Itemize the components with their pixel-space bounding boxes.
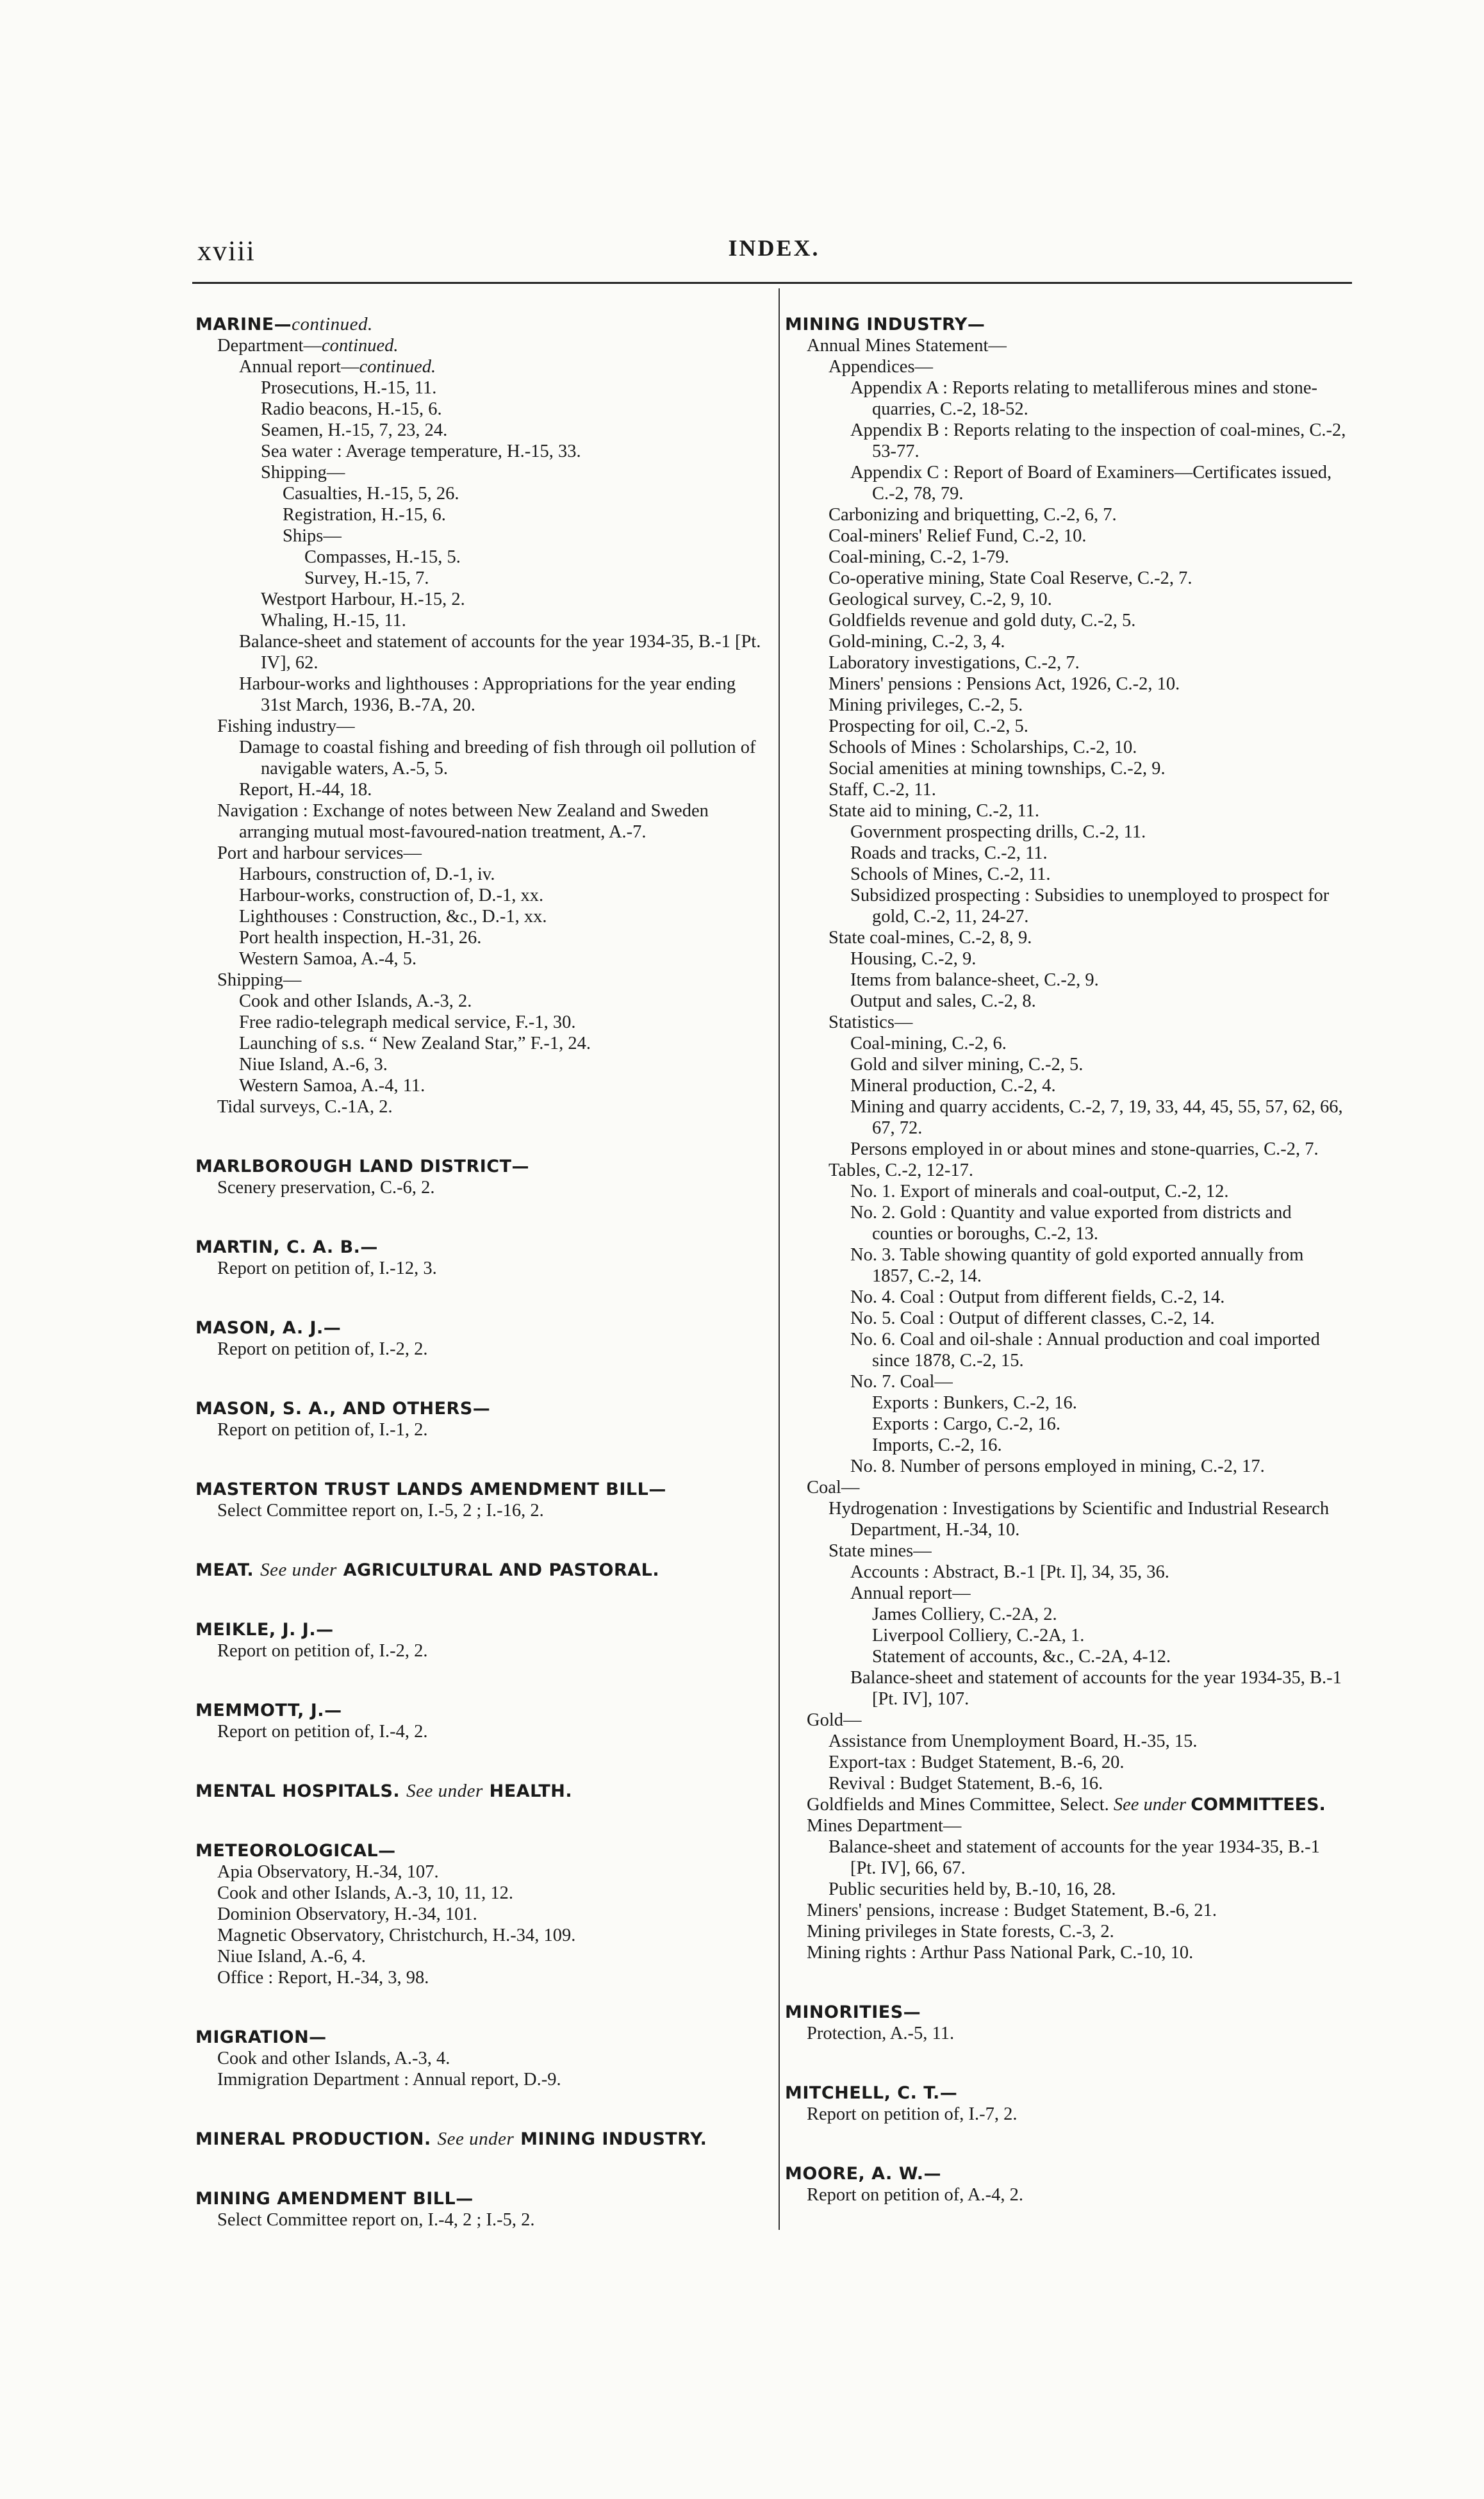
entry-text: Western Samoa, A.-4, 5. xyxy=(239,949,417,969)
entry-text: Report on petition of, I.-4, 2. xyxy=(217,1722,428,1742)
entry-text: No. 7. Coal— xyxy=(850,1372,953,1392)
entry-text: Port health inspection, H.-31, 26. xyxy=(239,928,482,948)
index-entry xyxy=(195,631,769,673)
index-heading xyxy=(195,2188,769,2209)
entry-text: Laboratory investigations, C.-2, 7. xyxy=(829,653,1080,673)
index-entry xyxy=(785,1879,1349,1900)
entry-text: Goldfields and Mines Committee, Select. xyxy=(807,1795,1109,1815)
index-entry xyxy=(195,800,769,843)
index-entry xyxy=(785,1202,1349,1244)
entry-text: Coal— xyxy=(807,1478,860,1497)
index-entry xyxy=(195,1033,769,1054)
entry-text: Exports : Bunkers, C.-2, 16. xyxy=(872,1393,1077,1413)
index-entry xyxy=(785,1414,1349,1435)
index-heading xyxy=(195,1156,769,1177)
heading-text: MARINE— xyxy=(195,315,292,334)
index-entry xyxy=(785,673,1349,695)
index-entry xyxy=(785,885,1349,927)
entry-text: No. 4. Coal : Output from different fields, C.-2, 14. xyxy=(850,1287,1225,1307)
index-heading xyxy=(195,1619,769,1640)
entry-text: Damage to coastal fishing and breeding of fish through oil pollution of navigable waters, A.-5, 5. xyxy=(239,738,756,779)
entry-text: Magnetic Observatory, Christchurch, H.-34, 109. xyxy=(217,1926,576,1945)
page-number: xviii xyxy=(197,235,256,267)
entry-text: Revival : Budget Statement, B.-6, 16. xyxy=(829,1774,1103,1794)
entry-text: Liverpool Colliery, C.-2A, 1. xyxy=(872,1626,1085,1645)
index-entry xyxy=(785,1583,1349,1604)
index-entry xyxy=(785,1773,1349,1794)
entry-text: Harbour-works, construction of, D.-1, xx. xyxy=(239,886,544,905)
entry-text: Immigration Department : Annual report, D.-9. xyxy=(217,2070,561,2090)
index-entry xyxy=(785,1033,1349,1054)
index-entry xyxy=(195,1258,769,1279)
index-entry xyxy=(195,969,769,991)
index-heading xyxy=(195,1781,769,1802)
heading-text: METEOROLOGICAL— xyxy=(195,1841,396,1861)
see-under-label: See under xyxy=(406,1781,483,1801)
see-under-target: COMMITTEES. xyxy=(1191,1795,1326,1815)
entry-text: Statement of accounts, &c., C.-2A, 4-12. xyxy=(872,1647,1171,1667)
entry-text: Carbonizing and briquetting, C.-2, 6, 7. xyxy=(829,505,1117,525)
index-entry xyxy=(785,1244,1349,1287)
entry-text: Scenery preservation, C.-6, 2. xyxy=(217,1178,435,1198)
entry-text: Seamen, H.-15, 7, 23, 24. xyxy=(261,420,448,440)
index-heading xyxy=(195,1317,769,1339)
entry-text: Annual Mines Statement— xyxy=(807,336,1007,356)
entry-text: Report on petition of, A.-4, 2. xyxy=(807,2185,1024,2205)
index-entry xyxy=(785,1456,1349,1477)
entry-text: Tidal surveys, C.-1A, 2. xyxy=(217,1097,393,1117)
index-entry xyxy=(785,1477,1349,1498)
entry-text: Office : Report, H.-34, 3, 98. xyxy=(217,1968,429,1988)
entry-text: Government prospecting drills, C.-2, 11. xyxy=(850,822,1146,842)
entry-text: Subsidized prospecting : Subsidies to unemployed to prospect for gold, C.-2, 11, 24-27. xyxy=(850,886,1330,927)
entry-text: Balance-sheet and statement of accounts for the year 1934-35, B.-1 [Pt. IV], 62. xyxy=(239,632,761,673)
index-entry xyxy=(195,1861,769,1883)
entry-text: Port and harbour services— xyxy=(217,843,422,863)
heading-text: MINING AMENDMENT BILL— xyxy=(195,2189,474,2209)
index-entry xyxy=(785,1836,1349,1879)
entry-text: Free radio-telegraph medical service, F.-1, 30. xyxy=(239,1012,576,1032)
index-entry xyxy=(785,969,1349,991)
entry-text: Prospecting for oil, C.-2, 5. xyxy=(829,716,1028,736)
index-entry xyxy=(785,2023,1349,2044)
entry-text: Whaling, H.-15, 11. xyxy=(261,611,406,631)
entry-text: Staff, C.-2, 11. xyxy=(829,780,936,800)
index-entry xyxy=(785,716,1349,737)
entry-text: Public securities held by, B.-10, 16, 28. xyxy=(829,1879,1116,1899)
index-entry xyxy=(785,1181,1349,1202)
entry-text: Items from balance-sheet, C.-2, 9. xyxy=(850,970,1099,990)
index-entry xyxy=(785,356,1349,377)
index-entry xyxy=(785,1096,1349,1139)
heading-text: MINERAL PRODUCTION. xyxy=(195,2129,431,2149)
index-entry xyxy=(785,779,1349,800)
entry-text: Mineral production, C.-2, 4. xyxy=(850,1076,1056,1096)
entry-text: Protection, A.-5, 11. xyxy=(807,2024,955,2043)
entry-text: Niue Island, A.-6, 3. xyxy=(239,1055,388,1075)
entry-text: James Colliery, C.-2A, 2. xyxy=(872,1604,1057,1624)
index-entry xyxy=(195,420,769,441)
entry-text: Mining privileges, C.-2, 5. xyxy=(829,695,1023,715)
index-entry xyxy=(785,695,1349,716)
entry-text: Sea water : Average temperature, H.-15, 33. xyxy=(261,441,581,461)
index-entry xyxy=(785,1435,1349,1456)
heading-text: MEIKLE, J. J.— xyxy=(195,1620,334,1640)
index-entry xyxy=(195,1967,769,1988)
entry-text: Social amenities at mining townships, C.-2, 9. xyxy=(829,759,1166,779)
index-entry xyxy=(195,906,769,927)
entry-text: Fishing industry— xyxy=(217,716,355,736)
entry-text: No. 3. Table showing quantity of gold exported annually from 1857, C.-2, 14. xyxy=(850,1245,1304,1286)
entry-text: Miners' pensions, increase : Budget Statement, B.-6, 21. xyxy=(807,1901,1217,1920)
index-entry xyxy=(195,462,769,483)
heading-text: MITCHELL, C. T.— xyxy=(785,2083,958,2103)
index-heading xyxy=(785,314,1349,335)
index-entry xyxy=(785,1667,1349,1710)
index-entry xyxy=(195,2048,769,2069)
index-heading xyxy=(195,2129,769,2150)
index-entry xyxy=(785,1392,1349,1414)
entry-text: Annual report— xyxy=(239,357,359,377)
index-entry xyxy=(195,377,769,399)
index-entry xyxy=(785,504,1349,525)
entry-text: Prosecutions, H.-15, 11. xyxy=(261,378,437,398)
index-entry xyxy=(195,335,769,356)
heading-text: MENTAL HOSPITALS. xyxy=(195,1781,400,1801)
index-entry xyxy=(785,737,1349,758)
heading-text: MASON, S. A., AND OTHERS— xyxy=(195,1399,491,1419)
entry-text: No. 6. Coal and oil-shale : Annual production and coal imported since 1878, C.-2, 15. xyxy=(850,1330,1320,1371)
index-entry xyxy=(785,1540,1349,1562)
index-entry xyxy=(785,1329,1349,1371)
index-entry xyxy=(785,2184,1349,2206)
index-heading xyxy=(785,2082,1349,2104)
continued-label: continued. xyxy=(322,336,399,356)
heading-text: MOORE, A. W.— xyxy=(785,2164,942,2184)
index-entry xyxy=(785,525,1349,547)
entry-text: Coal-mining, C.-2, 6. xyxy=(850,1034,1007,1053)
entry-text: Miners' pensions : Pensions Act, 1926, C.-2, 10. xyxy=(829,674,1180,694)
index-entry xyxy=(195,1640,769,1662)
entry-text: Coal-miners' Relief Fund, C.-2, 10. xyxy=(829,526,1087,546)
heading-text: MASTERTON TRUST LANDS AMENDMENT BILL— xyxy=(195,1480,666,1499)
index-entry xyxy=(785,652,1349,673)
entry-text: Cook and other Islands, A.-3, 10, 11, 12. xyxy=(217,1883,514,1903)
index-entry xyxy=(785,1012,1349,1033)
index-entry xyxy=(785,589,1349,610)
entry-text: Lighthouses : Construction, &c., D.-1, xx. xyxy=(239,907,547,927)
index-entry xyxy=(785,1160,1349,1181)
index-entry xyxy=(785,1815,1349,1836)
index-entry xyxy=(195,504,769,525)
index-heading xyxy=(195,1479,769,1500)
entry-text: Navigation : Exchange of notes between New Zealand and Sweden arranging mutual most-favoured-nation treatment, A.-7. xyxy=(217,801,709,842)
index-entry xyxy=(195,2209,769,2231)
entry-text: Report on petition of, I.-1, 2. xyxy=(217,1420,428,1440)
index-entry xyxy=(195,1012,769,1033)
entry-text: Report on petition of, I.-7, 2. xyxy=(807,2104,1018,2124)
index-entry xyxy=(195,483,769,504)
index-entry xyxy=(785,758,1349,779)
entry-text: No. 5. Coal : Output of different classes, C.-2, 14. xyxy=(850,1308,1215,1328)
index-entry xyxy=(785,1075,1349,1096)
entry-text: Ships— xyxy=(283,526,342,546)
entry-text: Geological survey, C.-2, 9, 10. xyxy=(829,590,1052,609)
index-entry xyxy=(785,631,1349,652)
entry-text: Westport Harbour, H.-15, 2. xyxy=(261,590,465,609)
heading-text: MEAT. xyxy=(195,1560,254,1580)
index-heading xyxy=(195,1840,769,1861)
entry-text: Statistics— xyxy=(829,1012,913,1032)
entry-text: Appendix B : Reports relating to the inspection of coal-mines, C.-2, 53-77. xyxy=(850,420,1346,461)
index-entry xyxy=(195,1177,769,1198)
entry-text: Annual report— xyxy=(850,1583,971,1603)
index-entry xyxy=(785,927,1349,948)
entry-text: Hydrogenation : Investigations by Scientific and Industrial Research Department, H.-34, 10. xyxy=(829,1499,1330,1540)
index-entry xyxy=(195,1096,769,1118)
heading-text: MARTIN, C. A. B.— xyxy=(195,1237,378,1257)
index-entry xyxy=(195,1925,769,1946)
index-entry xyxy=(195,1946,769,1967)
entry-text: Report, H.-44, 18. xyxy=(239,780,372,800)
entry-text: Radio beacons, H.-15, 6. xyxy=(261,399,442,419)
index-entry xyxy=(785,1900,1349,1921)
index-entry xyxy=(785,1371,1349,1392)
entry-text: Co-operative mining, State Coal Reserve, C.-2, 7. xyxy=(829,568,1192,588)
entry-text: Niue Island, A.-6, 4. xyxy=(217,1947,366,1967)
entry-text: State coal-mines, C.-2, 8, 9. xyxy=(829,928,1032,948)
index-entry xyxy=(785,1625,1349,1646)
index-entry xyxy=(195,547,769,568)
index-entry xyxy=(195,2069,769,2090)
index-entry xyxy=(195,1883,769,1904)
continued-label: continued. xyxy=(292,314,373,334)
entry-text: Report on petition of, I.-2, 2. xyxy=(217,1339,428,1359)
entry-text: Mines Department— xyxy=(807,1816,962,1836)
index-heading xyxy=(195,1237,769,1258)
entry-text: No. 2. Gold : Quantity and value exported from districts and counties or boroughs, C.-2, 13. xyxy=(850,1203,1292,1244)
index-entry xyxy=(195,1075,769,1096)
entry-text: Mining and quarry accidents, C.-2, 7, 19, 33, 44, 45, 55, 57, 62, 66, 67, 72. xyxy=(850,1097,1343,1138)
see-under-label: See under xyxy=(260,1560,337,1580)
index-entry xyxy=(195,441,769,462)
index-heading xyxy=(195,314,769,335)
entry-text: Mining rights : Arthur Pass National Park, C.-10, 10. xyxy=(807,1943,1194,1963)
index-heading xyxy=(785,2002,1349,2023)
index-entry xyxy=(195,779,769,800)
entry-text: No. 8. Number of persons employed in mining, C.-2, 17. xyxy=(850,1456,1265,1476)
index-column-right xyxy=(785,314,1349,2206)
entry-text: Mining privileges in State forests, C.-3, 2. xyxy=(807,1922,1114,1942)
index-entry xyxy=(195,1054,769,1075)
entry-text: Launching of s.s. “ New Zealand Star,” F.-1, 24. xyxy=(239,1034,591,1053)
index-entry xyxy=(785,547,1349,568)
continued-label: continued. xyxy=(359,357,436,377)
see-under-label: See under xyxy=(1113,1795,1187,1815)
entry-text: Registration, H.-15, 6. xyxy=(283,505,446,525)
entry-text: Appendix C : Report of Board of Examiners—Certificates issued, C.-2, 78, 79. xyxy=(850,463,1332,504)
entry-text: Roads and tracks, C.-2, 11. xyxy=(850,843,1048,863)
index-entry xyxy=(195,589,769,610)
see-under-target: AGRICULTURAL AND PASTORAL. xyxy=(343,1560,660,1580)
index-entry xyxy=(195,673,769,716)
heading-text: MINING INDUSTRY— xyxy=(785,315,985,334)
index-entry xyxy=(195,991,769,1012)
index-entry xyxy=(785,1562,1349,1583)
index-entry xyxy=(195,525,769,547)
entry-text: Dominion Observatory, H.-34, 101. xyxy=(217,1904,477,1924)
see-under-label: See under xyxy=(437,2129,515,2149)
index-entry xyxy=(195,568,769,589)
entry-text: Compasses, H.-15, 5. xyxy=(304,547,461,567)
see-under-target: MINING INDUSTRY. xyxy=(520,2129,707,2149)
see-under-target: HEALTH. xyxy=(489,1781,573,1801)
index-entry xyxy=(195,716,769,737)
entry-text: State aid to mining, C.-2, 11. xyxy=(829,801,1040,821)
index-entry xyxy=(785,864,1349,885)
index-entry xyxy=(785,462,1349,504)
heading-text: MARLBOROUGH LAND DISTRICT— xyxy=(195,1157,530,1176)
entry-text: Tables, C.-2, 12-17. xyxy=(829,1160,973,1180)
entry-text: Cook and other Islands, A.-3, 2. xyxy=(239,991,472,1011)
index-entry xyxy=(785,1139,1349,1160)
entry-text: Output and sales, C.-2, 8. xyxy=(850,991,1036,1011)
entry-text: Export-tax : Budget Statement, B.-6, 20. xyxy=(829,1753,1125,1772)
heading-text: MIGRATION— xyxy=(195,2027,327,2047)
entry-text: Gold— xyxy=(807,1710,862,1730)
index-entry xyxy=(195,885,769,906)
entry-text: Survey, H.-15, 7. xyxy=(304,568,429,588)
index-entry xyxy=(785,1604,1349,1625)
entry-text: Exports : Cargo, C.-2, 16. xyxy=(872,1414,1060,1434)
index-heading xyxy=(785,2163,1349,2184)
index-entry xyxy=(785,1752,1349,1773)
entry-text: Report on petition of, I.-2, 2. xyxy=(217,1641,428,1661)
index-heading xyxy=(195,2027,769,2048)
index-entry xyxy=(195,399,769,420)
entry-text: Coal-mining, C.-2, 1-79. xyxy=(829,547,1009,567)
index-entry xyxy=(195,864,769,885)
entry-text: State mines— xyxy=(829,1541,932,1561)
entry-text: Imports, C.-2, 16. xyxy=(872,1435,1002,1455)
index-heading xyxy=(195,1560,769,1581)
entry-text: Appendices— xyxy=(829,357,934,377)
index-entry xyxy=(785,1498,1349,1540)
index-entry xyxy=(195,1339,769,1360)
entry-text: Housing, C.-2, 9. xyxy=(850,949,977,969)
entry-text: Goldfields revenue and gold duty, C.-2, 5. xyxy=(829,611,1136,631)
index-entry xyxy=(785,1287,1349,1308)
heading-text: MEMMOTT, J.— xyxy=(195,1701,342,1720)
index-entry xyxy=(785,948,1349,969)
index-entry xyxy=(195,737,769,779)
entry-text: Department— xyxy=(217,336,322,356)
entry-text: Casualties, H.-15, 5, 26. xyxy=(283,484,459,504)
index-entry xyxy=(195,356,769,377)
index-entry xyxy=(785,568,1349,589)
column-divider xyxy=(779,288,780,2230)
index-heading xyxy=(195,1700,769,1721)
index-heading xyxy=(195,1398,769,1419)
index-entry xyxy=(195,1721,769,1742)
index-entry xyxy=(785,1942,1349,1963)
entry-text: Assistance from Unemployment Board, H.-35, 15. xyxy=(829,1731,1198,1751)
index-entry xyxy=(785,610,1349,631)
page-title: INDEX. xyxy=(728,235,820,261)
page-header xyxy=(197,231,1351,276)
entry-text: Report on petition of, I.-12, 3. xyxy=(217,1258,437,1278)
entry-text: Persons employed in or about mines and stone-quarries, C.-2, 7. xyxy=(850,1139,1319,1159)
index-entry xyxy=(195,843,769,864)
index-entry xyxy=(785,420,1349,462)
index-entry xyxy=(785,843,1349,864)
entry-text: Schools of Mines, C.-2, 11. xyxy=(850,864,1051,884)
entry-text: Harbour-works and lighthouses : Appropriations for the year ending 31st March, 1936, B.-7A, 20. xyxy=(239,674,736,715)
index-entry xyxy=(785,2104,1349,2125)
index-entry xyxy=(785,1646,1349,1667)
index-entry xyxy=(195,1904,769,1925)
entry-text: No. 1. Export of minerals and coal-output, C.-2, 12. xyxy=(850,1182,1229,1201)
entry-text: Gold-mining, C.-2, 3, 4. xyxy=(829,632,1005,652)
index-entry xyxy=(195,1419,769,1440)
entry-text: Apia Observatory, H.-34, 107. xyxy=(217,1862,439,1882)
index-entry xyxy=(195,927,769,948)
index-column-left xyxy=(195,314,769,2231)
entry-text: Select Committee report on, I.-5, 2 ; I.-16, 2. xyxy=(217,1501,544,1521)
index-entry xyxy=(195,1500,769,1521)
index-entry xyxy=(785,377,1349,420)
entry-text: Shipping— xyxy=(217,970,302,990)
entry-text: Select Committee report on, I.-4, 2 ; I.-5, 2. xyxy=(217,2210,535,2230)
index-entry xyxy=(785,991,1349,1012)
entry-text: Cook and other Islands, A.-3, 4. xyxy=(217,2049,450,2068)
index-entry xyxy=(785,1710,1349,1731)
entry-text: Accounts : Abstract, B.-1 [Pt. I], 34, 35, 36. xyxy=(850,1562,1169,1582)
index-entry xyxy=(785,821,1349,843)
entry-text: Gold and silver mining, C.-2, 5. xyxy=(850,1055,1084,1075)
heading-text: MINORITIES— xyxy=(785,2002,921,2022)
header-rule xyxy=(192,282,1352,284)
index-entry xyxy=(195,948,769,969)
index-entry xyxy=(785,800,1349,821)
index-entry xyxy=(785,335,1349,356)
index-entry xyxy=(785,1308,1349,1329)
entry-text: Balance-sheet and statement of accounts for the year 1934-35, B.-1 [Pt. IV], 66, 67. xyxy=(829,1837,1320,1878)
index-entry xyxy=(195,610,769,631)
index-entry xyxy=(785,1921,1349,1942)
index-entry xyxy=(785,1731,1349,1752)
index-entry xyxy=(785,1054,1349,1075)
index-entry xyxy=(785,1794,1349,1815)
entry-text: Balance-sheet and statement of accounts for the year 1934-35, B.-1 [Pt. IV], 107. xyxy=(850,1668,1342,1709)
heading-text: MASON, A. J.— xyxy=(195,1318,342,1338)
entry-text: Harbours, construction of, D.-1, iv. xyxy=(239,864,495,884)
entry-text: Schools of Mines : Scholarships, C.-2, 10. xyxy=(829,738,1137,757)
entry-text: Appendix A : Reports relating to metalliferous mines and stone-quarries, C.-2, 18-52. xyxy=(850,378,1317,419)
entry-text: Shipping— xyxy=(261,463,345,482)
entry-text: Western Samoa, A.-4, 11. xyxy=(239,1076,425,1096)
